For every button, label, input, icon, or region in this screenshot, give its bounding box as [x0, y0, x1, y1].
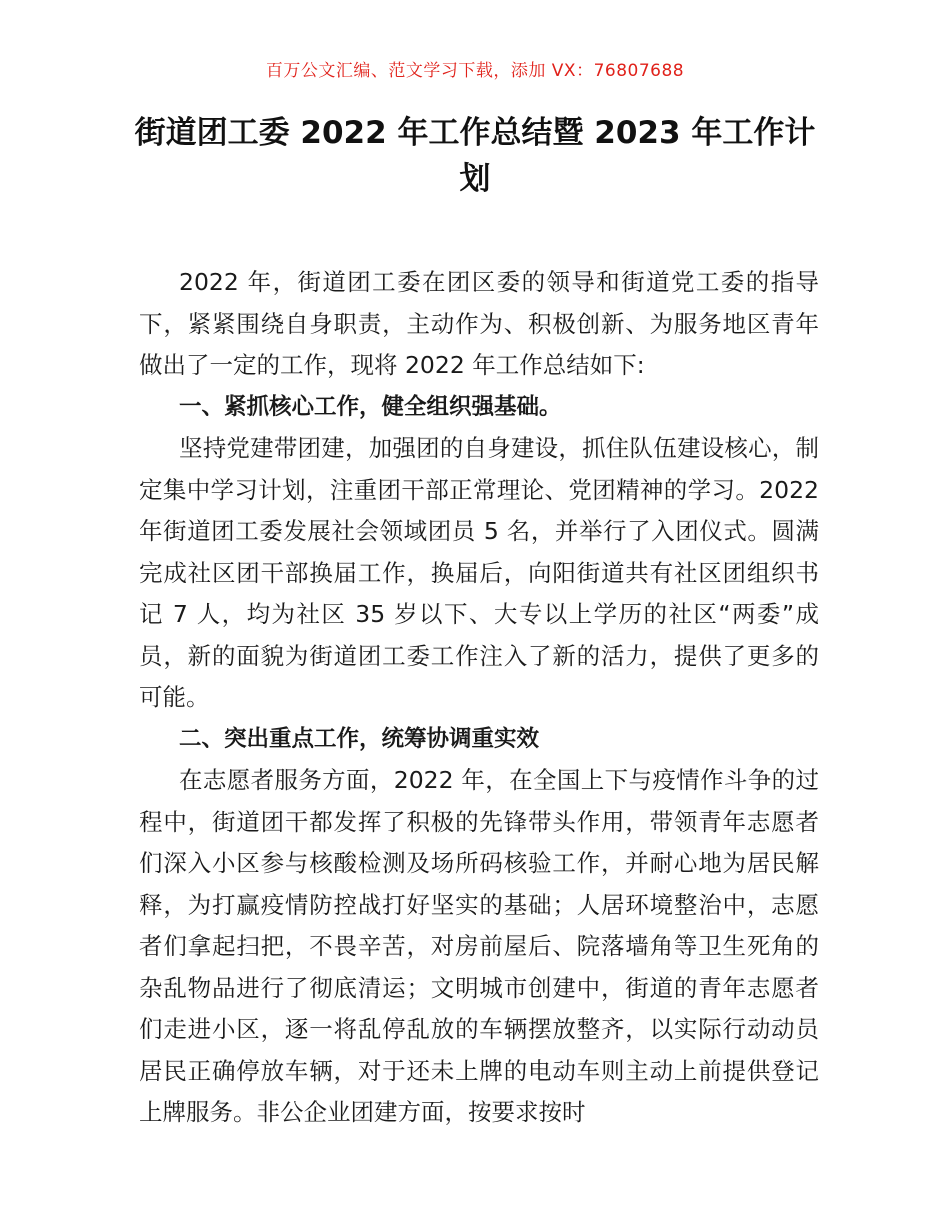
- section-1-paragraph: 坚持党建带团建，加强团的自身建设，抓住队伍建设核心，制定集中学习计划，注重团干部正常理论、党团精神的学习。2022 年街道团工委发展社会领域团员 5 名，并举行了入团仪式。圆满完成社区团干部换届工作，换届后，向阳街道共有社区团组织书记 7 人，均为社区 35 岁以下、大专以上学历的社区“两委”成员，新的面貌为街道团工委工作注入了新的活力，提供了更多的可能。: [139, 434, 819, 711]
- header-contact-note: 百万公文汇编、范文学习下载，添加 VX：76807688: [265, 61, 685, 81]
- section-heading-2: 二、突出重点工作，统筹协调重实效: [179, 725, 540, 752]
- document-title: 街道团工委 2022 年工作总结暨 2023 年工作计划: [134, 115, 816, 197]
- document-body: [139, 262, 819, 1134]
- section-2-paragraph: 在志愿者服务方面，2022 年，在全国上下与疫情作斗争的过程中，街道团干都发挥了积极的先锋带头作用，带领青年志愿者们深入小区参与核酸检测及场所码核验工作，并耐心地为居民解释，为打赢疫情防控战打好坚实的基础；人居环境整治中，志愿者们拿起扫把，不畏辛苦，对房前屋后、院落墙角等卫生死角的杂乱物品进行了彻底清运；文明城市创建中，街道的青年志愿者们走进小区，逐一将乱停乱放的车辆摆放整齐，以实际行动动员居民正确停放车辆，对于还未上牌的电动车则主动上前提供登记上牌服务。非公企业团建方面，按要求按时: [139, 766, 819, 1126]
- intro-paragraph: 2022 年，街道团工委在团区委的领导和街道党工委的指导下，紧紧围绕自身职责，主动作为、积极创新、为服务地区青年做出了一定的工作，现将 2022 年工作总结如下:: [139, 268, 819, 379]
- section-heading-1: 一、紧抓核心工作，健全组织强基础。: [179, 393, 562, 420]
